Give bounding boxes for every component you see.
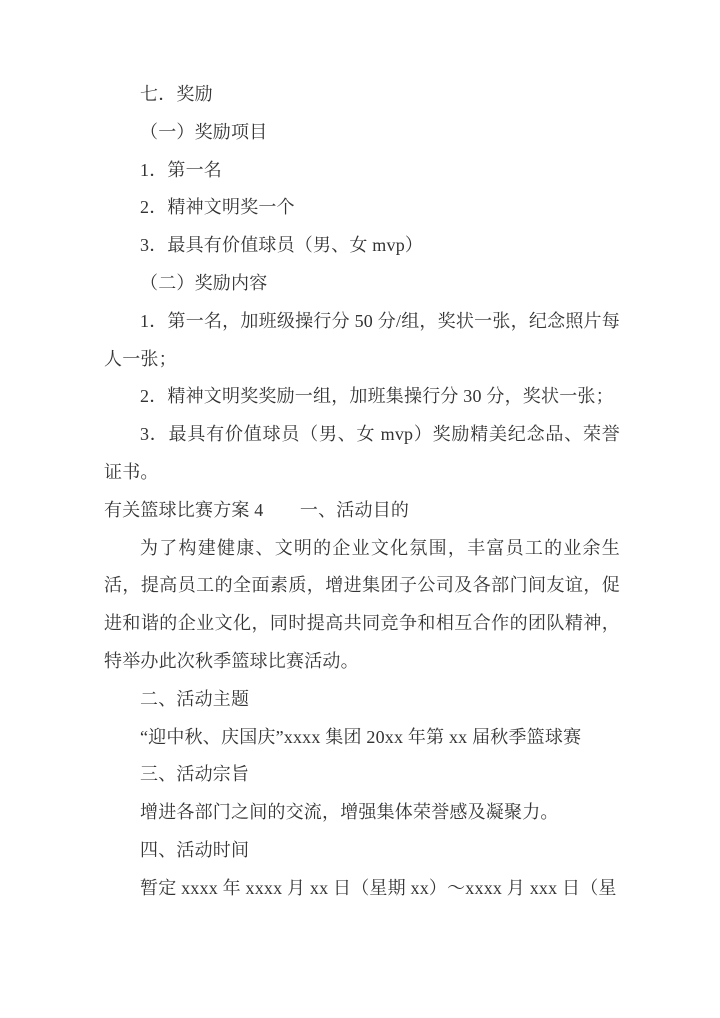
paragraph-plan4-title: 有关篮球比赛方案 4 一、活动目的 — [104, 499, 410, 520]
paragraph-activity-time-heading: 四、活动时间 — [140, 839, 250, 860]
paragraph-reward-content-3: 3．最具有价值球员（男、女 mvp）奖励精美纪念品、荣誉证书。 — [104, 424, 620, 482]
paragraph-activity-time: 暂定 xxxx 年 xxxx 月 xx 日（星期 xx）～xxxx 月 xxx 日（星 — [140, 877, 617, 898]
paragraph-reward-content-2: 2．精神文明奖奖励一组，加班集操行分 30 分，奖状一张； — [140, 386, 614, 407]
paragraph-reward-item-1: 1．第一名 — [140, 159, 222, 180]
paragraph-activity-theme: “迎中秋、庆国庆”xxxx 集团 20xx 年第 xx 届秋季篮球赛 — [140, 726, 582, 747]
paragraph-reward-content-1: 1．第一名，加班级操行分 50 分/组，奖状一张，纪念照片每人一张； — [104, 310, 620, 369]
paragraph-reward-items-heading: （一）奖励项目 — [140, 121, 268, 142]
document-body — [104, 76, 620, 908]
paragraph-reward-item-2: 2．精神文明奖一个 — [140, 197, 295, 218]
paragraph-activity-aim-heading: 三、活动宗旨 — [140, 764, 250, 785]
paragraph-reward-item-3: 3．最具有价值球员（男、女 mvp） — [140, 235, 424, 256]
paragraph-activity-theme-heading: 二、活动主题 — [140, 688, 250, 709]
paragraph-activity-aim: 增进各部门之间的交流，增强集体荣誉感及凝聚力。 — [140, 802, 559, 823]
paragraph-reward-content-heading: （二）奖励内容 — [140, 272, 268, 293]
paragraph-reward-heading: 七．奖励 — [140, 84, 213, 104]
paragraph-activity-purpose: 为了构建健康、文明的企业文化氛围，丰富员工的业余生活，提高员工的全面素质，增进集团子公司及各部门间友谊，促进和谐的企业文化，同时提高共同竞争和相互合作的团队精神，特举办此次秋季篮球比赛活动。 — [104, 537, 620, 671]
